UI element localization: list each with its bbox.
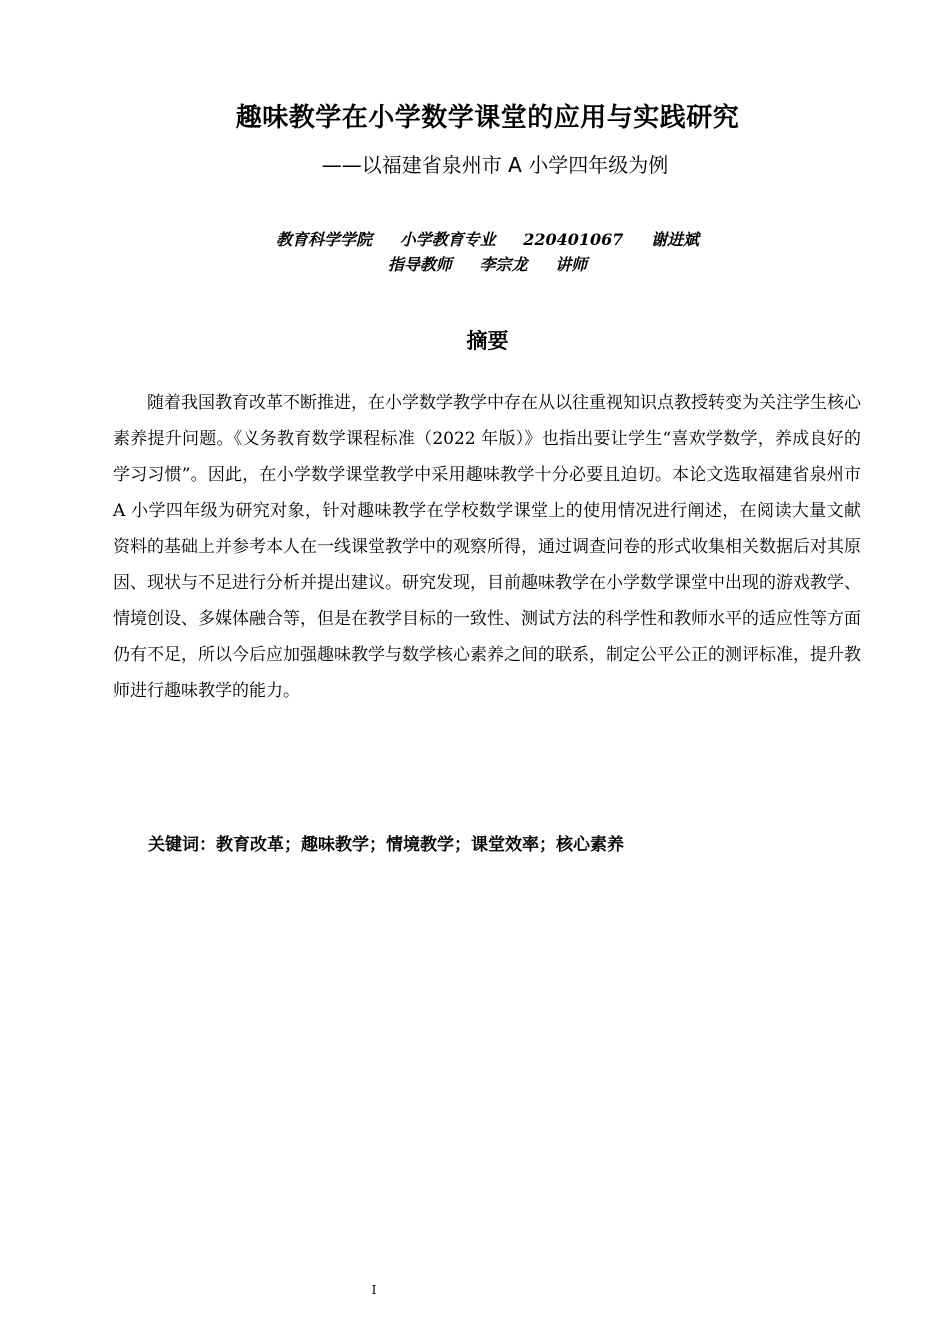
paper-subtitle: ——以福建省泉州市 A 小学四年级为例 bbox=[321, 153, 669, 177]
author-info bbox=[0, 228, 950, 252]
author-major: 小学教育专业 bbox=[399, 230, 496, 249]
page-number: I bbox=[371, 1283, 377, 1297]
advisor-info bbox=[0, 253, 950, 277]
abstract-heading: 摘要 bbox=[466, 329, 509, 353]
author-student-id: 220401067 bbox=[523, 230, 624, 249]
keywords-line: 关键词：教育改革；趣味教学；情境教学；课堂效率；核心素养 bbox=[148, 835, 624, 855]
author-name: 谢进斌 bbox=[650, 230, 699, 249]
paper-title: 趣味教学在小学数学课堂的应用与实践研究 bbox=[235, 103, 740, 133]
advisor-label: 指导教师 bbox=[387, 255, 452, 274]
abstract-body: 随着我国教育改革不断推进，在小学数学教学中存在从以往重视知识点教授转变为关注学生核心素养提升问题。《义务教育数学课程标准（2022 年版）》也指出要让学生“喜欢学数学，养成良好的学习习惯”。因此，在小学数学课堂教学中采用趣味教学十分必要且迫切。本论文选取福建省泉州市 A 小学四年级为研究对象，针对趣味教学在学校数学课堂上的使用情况进行阐述，在阅读大量文献资料的基础上并参考本人在一线课堂教学中的观察所得，通过调查问卷的形式收集相关数据后对其原因、现状与不足进行分析并提出建议。研究发现，目前趣味教学在小学数学课堂中出现的游戏教学、情境创设、多媒体融合等，但是在教学目标的一致性、测试方法的科学性和教师水平的适应性等方面仍有不足，所以今后应加强趣味教学与数学核心素养之间的联系，制定公平公正的测评标准，提升教师进行趣味教学的能力。 bbox=[113, 393, 861, 701]
advisor-name: 李宗龙 bbox=[479, 255, 528, 274]
author-college: 教育科学学院 bbox=[276, 230, 373, 249]
advisor-rank: 讲师 bbox=[555, 255, 588, 274]
